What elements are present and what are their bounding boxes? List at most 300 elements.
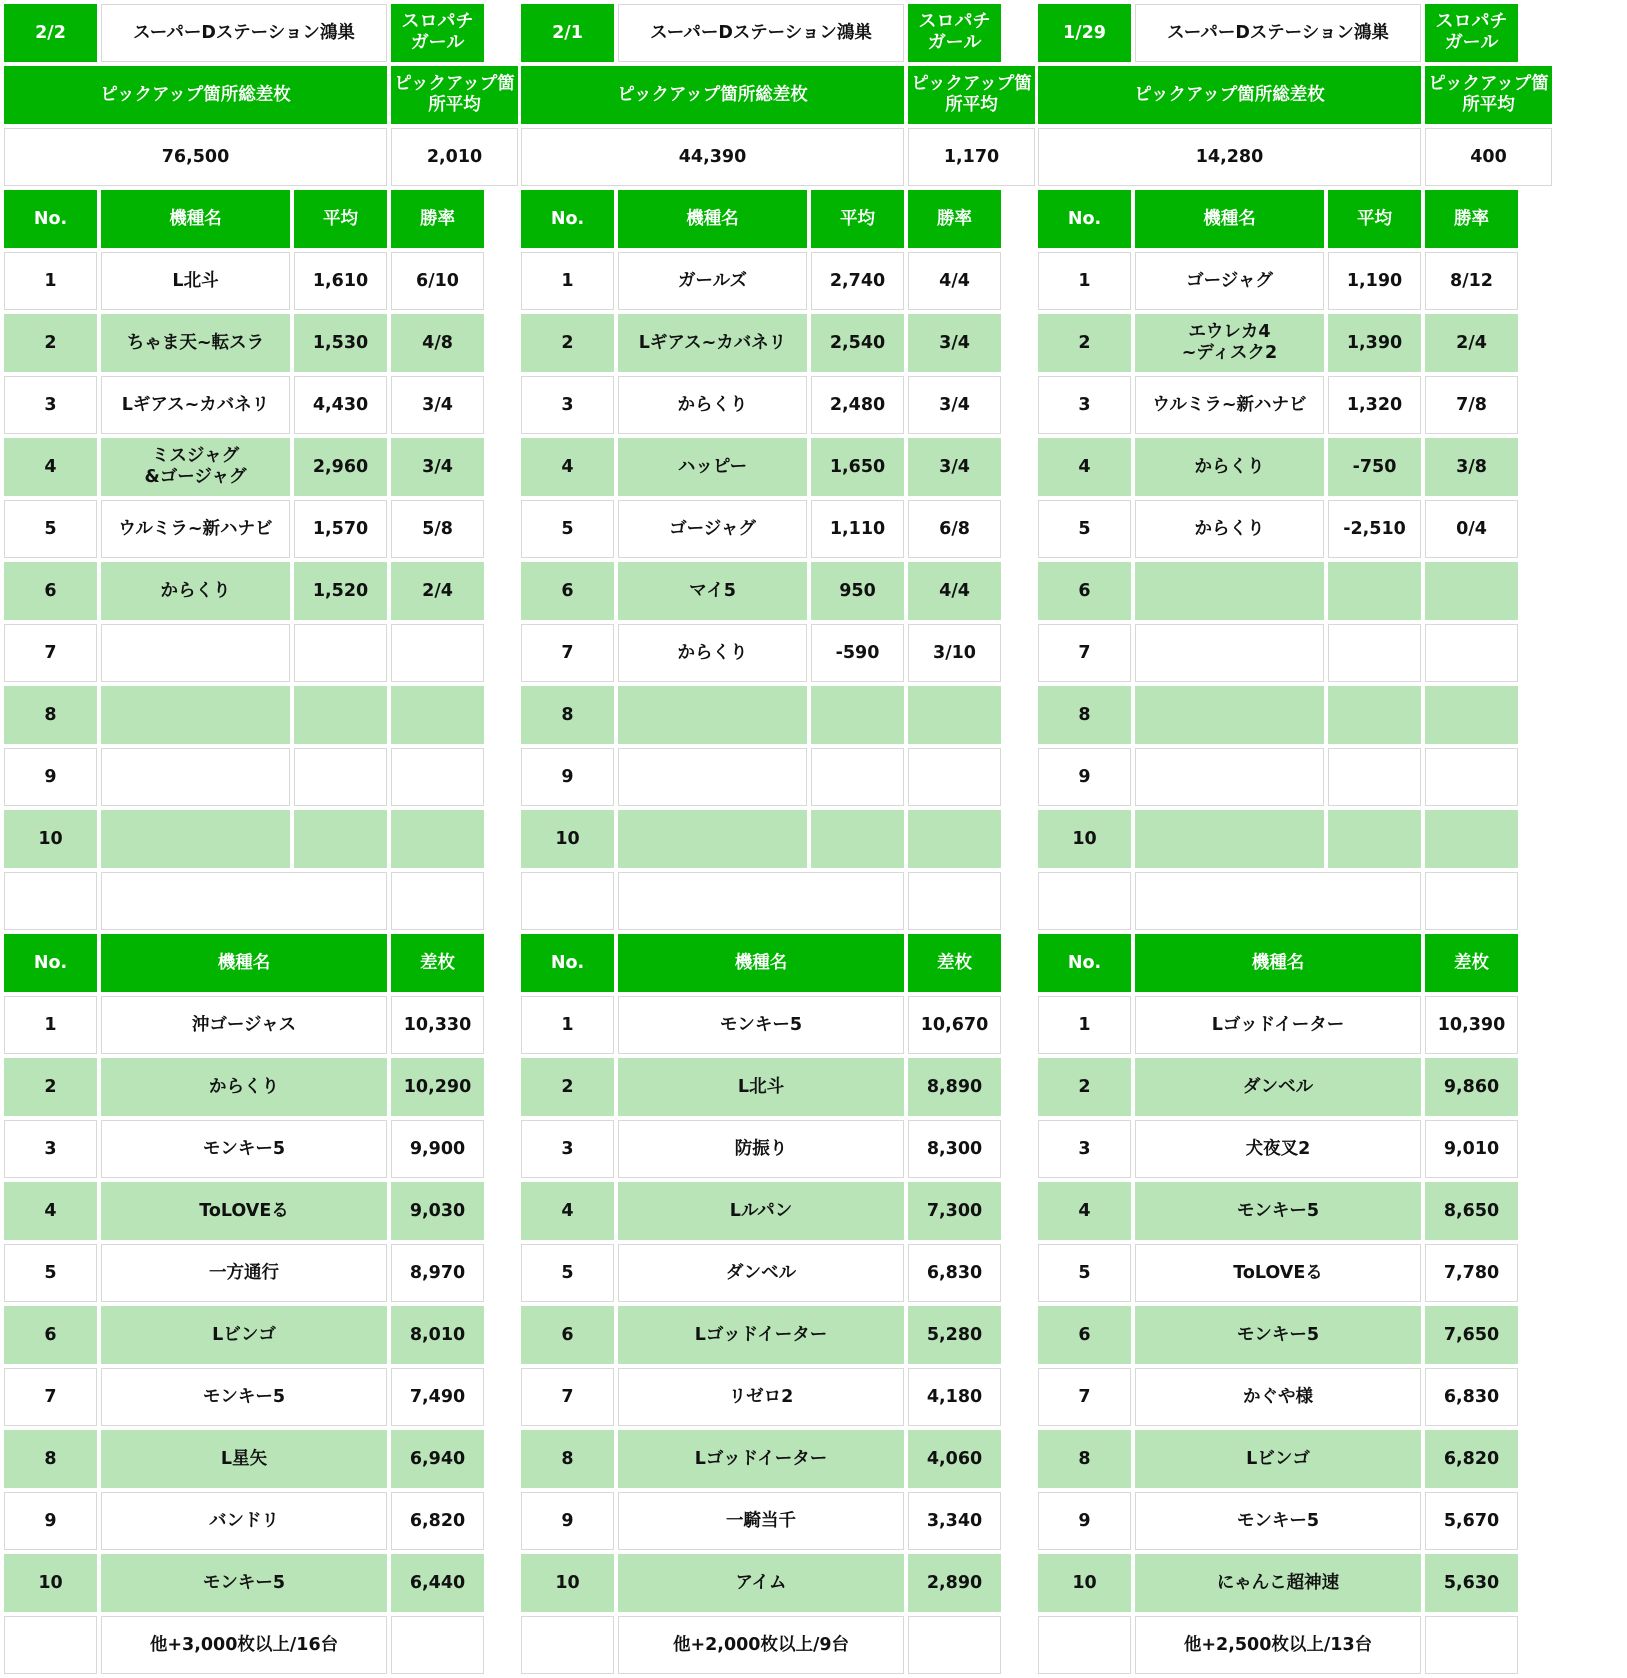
summary-total-value: 76,500 bbox=[4, 128, 387, 186]
table-row bbox=[4, 624, 518, 682]
machine-name: モンキー5 bbox=[101, 1554, 387, 1612]
row-number: 7 bbox=[4, 1368, 97, 1426]
win-rate: 2/4 bbox=[1425, 314, 1518, 372]
spacer-row bbox=[4, 872, 518, 930]
win-rate: 3/4 bbox=[908, 314, 1001, 372]
win-rate: 3/4 bbox=[391, 376, 484, 434]
summary-average-value: 400 bbox=[1425, 128, 1552, 186]
row-number: 5 bbox=[4, 1244, 97, 1302]
diff-value: 9,010 bbox=[1425, 1120, 1518, 1178]
table-row bbox=[4, 996, 518, 1054]
row-number: 2 bbox=[1038, 314, 1131, 372]
machine-name: ToLOVEる bbox=[1135, 1244, 1421, 1302]
table-row bbox=[521, 810, 1035, 868]
row-number: 8 bbox=[4, 1430, 97, 1488]
row-number: 9 bbox=[521, 748, 614, 806]
average-value: 2,480 bbox=[811, 376, 904, 434]
machine-header: 機種名 bbox=[101, 934, 387, 992]
table-row bbox=[1038, 1120, 1552, 1178]
brand-label: スロパチ ガール bbox=[391, 4, 484, 62]
summary-label-row bbox=[521, 66, 1035, 124]
machine-name: からくり bbox=[101, 1058, 387, 1116]
row-number: 6 bbox=[521, 1306, 614, 1364]
table-row bbox=[1038, 438, 1552, 496]
machine-name bbox=[101, 748, 290, 806]
date-label: 1/29 bbox=[1038, 4, 1131, 62]
row-number: 7 bbox=[4, 624, 97, 682]
summary-value-row bbox=[521, 128, 1035, 186]
table-row bbox=[1038, 1554, 1552, 1612]
average-header: 平均 bbox=[294, 190, 387, 248]
table-row bbox=[4, 1120, 518, 1178]
table-row bbox=[1038, 252, 1552, 310]
diff-value: 5,670 bbox=[1425, 1492, 1518, 1550]
row-number: 6 bbox=[521, 562, 614, 620]
table-row bbox=[521, 624, 1035, 682]
machine-name: リゼロ2 bbox=[618, 1368, 904, 1426]
win-rate: 4/4 bbox=[908, 562, 1001, 620]
machine-name: ToLOVEる bbox=[101, 1182, 387, 1240]
footer-spacer bbox=[4, 1616, 97, 1674]
win-rate bbox=[1425, 686, 1518, 744]
average-value: 1,570 bbox=[294, 500, 387, 558]
table-row bbox=[1038, 1058, 1552, 1116]
footer-row bbox=[1038, 1616, 1552, 1674]
summary-label-row bbox=[1038, 66, 1552, 124]
average-value: 1,320 bbox=[1328, 376, 1421, 434]
diff-value: 7,780 bbox=[1425, 1244, 1518, 1302]
table-row bbox=[1038, 1492, 1552, 1550]
machine-name bbox=[1135, 810, 1324, 868]
machine-name: マイ5 bbox=[618, 562, 807, 620]
table-row bbox=[4, 1554, 518, 1612]
machine-header: 機種名 bbox=[1135, 190, 1324, 248]
machine-name: モンキー5 bbox=[101, 1368, 387, 1426]
win-rate: 8/12 bbox=[1425, 252, 1518, 310]
average-header: 平均 bbox=[1328, 190, 1421, 248]
machine-name bbox=[1135, 562, 1324, 620]
panel-separator bbox=[489, 0, 523, 1671]
row-number: 9 bbox=[1038, 748, 1131, 806]
diff-value: 7,300 bbox=[908, 1182, 1001, 1240]
table-row bbox=[4, 438, 518, 496]
average-value: 2,740 bbox=[811, 252, 904, 310]
footer-row bbox=[521, 1616, 1035, 1674]
bottom-header-row bbox=[1038, 934, 1552, 992]
average-value bbox=[811, 748, 904, 806]
machine-name: ハッピー bbox=[618, 438, 807, 496]
machine-name: L北斗 bbox=[101, 252, 290, 310]
win-rate bbox=[908, 748, 1001, 806]
machine-name: 犬夜叉2 bbox=[1135, 1120, 1421, 1178]
win-rate: 3/4 bbox=[908, 376, 1001, 434]
average-value: 4,430 bbox=[294, 376, 387, 434]
row-number: 4 bbox=[1038, 1182, 1131, 1240]
summary-label-row bbox=[4, 66, 518, 124]
footer-spacer bbox=[1038, 1616, 1131, 1674]
win-rate: 7/8 bbox=[1425, 376, 1518, 434]
machine-name: からくり bbox=[618, 376, 807, 434]
diff-value: 9,900 bbox=[391, 1120, 484, 1178]
date-label: 2/2 bbox=[4, 4, 97, 62]
machine-name bbox=[618, 686, 807, 744]
win-rate: 0/4 bbox=[1425, 500, 1518, 558]
machine-name: ガールズ bbox=[618, 252, 807, 310]
title-row bbox=[4, 4, 518, 62]
spacer-cell bbox=[1135, 872, 1421, 930]
row-number: 4 bbox=[1038, 438, 1131, 496]
brand-label: スロパチ ガール bbox=[908, 4, 1001, 62]
table-row bbox=[4, 1182, 518, 1240]
table-row bbox=[521, 1244, 1035, 1302]
average-header: 平均 bbox=[811, 190, 904, 248]
table-row bbox=[521, 314, 1035, 372]
panel-separator bbox=[1006, 0, 1040, 1671]
machine-name: L星矢 bbox=[101, 1430, 387, 1488]
table-row bbox=[4, 562, 518, 620]
table-row bbox=[521, 562, 1035, 620]
table-row bbox=[1038, 1430, 1552, 1488]
spacer-cell bbox=[1038, 872, 1131, 930]
table-row bbox=[4, 748, 518, 806]
table-row bbox=[1038, 810, 1552, 868]
spacer-cell bbox=[1425, 872, 1518, 930]
panel-table bbox=[1034, 0, 1556, 1678]
row-number: 2 bbox=[1038, 1058, 1131, 1116]
row-number: 2 bbox=[521, 314, 614, 372]
spacer-cell bbox=[101, 872, 387, 930]
machine-name: ちゃま天~転スラ bbox=[101, 314, 290, 372]
average-value: 2,540 bbox=[811, 314, 904, 372]
date-label: 2/1 bbox=[521, 4, 614, 62]
machine-name: 一騎当千 bbox=[618, 1492, 904, 1550]
win-rate: 4/4 bbox=[908, 252, 1001, 310]
win-rate bbox=[391, 810, 484, 868]
diff-header: 差枚 bbox=[391, 934, 484, 992]
average-value: -2,510 bbox=[1328, 500, 1421, 558]
machine-name: モンキー5 bbox=[101, 1120, 387, 1178]
diff-value: 8,300 bbox=[908, 1120, 1001, 1178]
row-number: 6 bbox=[4, 562, 97, 620]
diff-value: 6,440 bbox=[391, 1554, 484, 1612]
row-number: 10 bbox=[4, 810, 97, 868]
no-header: No. bbox=[1038, 934, 1131, 992]
summary-total-label: ピックアップ箇所総差枚 bbox=[4, 66, 387, 124]
panel-1 bbox=[4, 4, 522, 1678]
row-number: 3 bbox=[1038, 376, 1131, 434]
table-row bbox=[1038, 1244, 1552, 1302]
footer-spacer bbox=[521, 1616, 614, 1674]
machine-name: Lギアス~カバネリ bbox=[618, 314, 807, 372]
row-number: 5 bbox=[521, 1244, 614, 1302]
row-number: 3 bbox=[521, 376, 614, 434]
table-row bbox=[4, 1306, 518, 1364]
row-number: 3 bbox=[4, 376, 97, 434]
footer-spacer bbox=[908, 1616, 1001, 1674]
row-number: 10 bbox=[521, 810, 614, 868]
row-number: 4 bbox=[521, 1182, 614, 1240]
top-header-row bbox=[4, 190, 518, 248]
table-row bbox=[1038, 1182, 1552, 1240]
diff-value: 8,890 bbox=[908, 1058, 1001, 1116]
diff-value: 10,390 bbox=[1425, 996, 1518, 1054]
diff-value: 7,490 bbox=[391, 1368, 484, 1426]
row-number: 10 bbox=[4, 1554, 97, 1612]
win-rate bbox=[1425, 748, 1518, 806]
row-number: 9 bbox=[4, 1492, 97, 1550]
win-rate: 6/8 bbox=[908, 500, 1001, 558]
machine-name bbox=[101, 810, 290, 868]
no-header: No. bbox=[1038, 190, 1131, 248]
table-row bbox=[1038, 996, 1552, 1054]
average-value: 1,390 bbox=[1328, 314, 1421, 372]
diff-value: 8,970 bbox=[391, 1244, 484, 1302]
diff-value: 4,180 bbox=[908, 1368, 1001, 1426]
machine-name: バンドリ bbox=[101, 1492, 387, 1550]
row-number: 4 bbox=[521, 438, 614, 496]
win-rate: 5/8 bbox=[391, 500, 484, 558]
summary-average-label: ピックアップ箇所平均 bbox=[391, 66, 518, 124]
average-value bbox=[294, 624, 387, 682]
table-row bbox=[1038, 624, 1552, 682]
win-rate bbox=[1425, 810, 1518, 868]
no-header: No. bbox=[521, 934, 614, 992]
table-row bbox=[1038, 1306, 1552, 1364]
top-header-row bbox=[521, 190, 1035, 248]
diff-value: 3,340 bbox=[908, 1492, 1001, 1550]
row-number: 1 bbox=[521, 996, 614, 1054]
footer-row bbox=[4, 1616, 518, 1674]
row-number: 3 bbox=[521, 1120, 614, 1178]
machine-name: 沖ゴージャス bbox=[101, 996, 387, 1054]
row-number: 2 bbox=[521, 1058, 614, 1116]
brand-label: スロパチ ガール bbox=[1425, 4, 1518, 62]
win-rate-header: 勝率 bbox=[908, 190, 1001, 248]
spacer-cell bbox=[618, 872, 904, 930]
summary-average-label: ピックアップ箇所平均 bbox=[908, 66, 1035, 124]
diff-value: 6,820 bbox=[391, 1492, 484, 1550]
machine-name: にゃんこ超神速 bbox=[1135, 1554, 1421, 1612]
row-number: 7 bbox=[521, 624, 614, 682]
machine-name: Lルパン bbox=[618, 1182, 904, 1240]
row-number: 3 bbox=[1038, 1120, 1131, 1178]
no-header: No. bbox=[521, 190, 614, 248]
summary-total-label: ピックアップ箇所総差枚 bbox=[521, 66, 904, 124]
win-rate bbox=[391, 748, 484, 806]
win-rate: 3/4 bbox=[391, 438, 484, 496]
table-row bbox=[521, 1058, 1035, 1116]
table-row bbox=[4, 1368, 518, 1426]
table-row bbox=[521, 1120, 1035, 1178]
row-number: 10 bbox=[521, 1554, 614, 1612]
machine-name: かぐや様 bbox=[1135, 1368, 1421, 1426]
store-name: スーパーDステーション鴻巣 bbox=[618, 4, 904, 62]
machine-name: ゴージャグ bbox=[1135, 252, 1324, 310]
win-rate bbox=[1425, 562, 1518, 620]
average-value: 1,520 bbox=[294, 562, 387, 620]
table-row bbox=[521, 748, 1035, 806]
store-name: スーパーDステーション鴻巣 bbox=[1135, 4, 1421, 62]
table-row bbox=[521, 438, 1035, 496]
diff-value: 2,890 bbox=[908, 1554, 1001, 1612]
row-number: 6 bbox=[4, 1306, 97, 1364]
footer-spacer bbox=[391, 1616, 484, 1674]
row-number: 10 bbox=[1038, 810, 1131, 868]
win-rate bbox=[908, 686, 1001, 744]
panel-2 bbox=[521, 4, 1039, 1678]
machine-name: ウルミラ~新ハナビ bbox=[1135, 376, 1324, 434]
average-value: 1,190 bbox=[1328, 252, 1421, 310]
machine-name: モンキー5 bbox=[1135, 1306, 1421, 1364]
table-row bbox=[521, 1368, 1035, 1426]
store-name: スーパーDステーション鴻巣 bbox=[101, 4, 387, 62]
table-row bbox=[4, 810, 518, 868]
row-number: 1 bbox=[1038, 252, 1131, 310]
average-value bbox=[1328, 748, 1421, 806]
row-number: 5 bbox=[4, 500, 97, 558]
spacer-row bbox=[1038, 872, 1552, 930]
diff-value: 7,650 bbox=[1425, 1306, 1518, 1364]
diff-value: 9,030 bbox=[391, 1182, 484, 1240]
average-value: 950 bbox=[811, 562, 904, 620]
summary-average-value: 1,170 bbox=[908, 128, 1035, 186]
average-value bbox=[1328, 562, 1421, 620]
row-number: 6 bbox=[1038, 1306, 1131, 1364]
diff-value: 9,860 bbox=[1425, 1058, 1518, 1116]
machine-header: 機種名 bbox=[101, 190, 290, 248]
row-number: 9 bbox=[1038, 1492, 1131, 1550]
win-rate bbox=[391, 624, 484, 682]
machine-name: ウルミラ~新ハナビ bbox=[101, 500, 290, 558]
table-row bbox=[521, 686, 1035, 744]
table-row bbox=[521, 500, 1035, 558]
average-value bbox=[1328, 810, 1421, 868]
machine-name: ゴージャグ bbox=[618, 500, 807, 558]
summary-value-row bbox=[4, 128, 518, 186]
table-row bbox=[4, 1244, 518, 1302]
diff-header: 差枚 bbox=[908, 934, 1001, 992]
row-number: 8 bbox=[521, 686, 614, 744]
spacer-row bbox=[521, 872, 1035, 930]
diff-value: 5,630 bbox=[1425, 1554, 1518, 1612]
table-row bbox=[4, 686, 518, 744]
machine-name: L北斗 bbox=[618, 1058, 904, 1116]
machine-name: Lビンゴ bbox=[101, 1306, 387, 1364]
row-number: 9 bbox=[521, 1492, 614, 1550]
machine-name bbox=[101, 686, 290, 744]
spacer-cell bbox=[908, 872, 1001, 930]
spacer-cell bbox=[4, 872, 97, 930]
machine-name bbox=[618, 748, 807, 806]
win-rate-header: 勝率 bbox=[1425, 190, 1518, 248]
win-rate: 3/4 bbox=[908, 438, 1001, 496]
win-rate: 2/4 bbox=[391, 562, 484, 620]
win-rate bbox=[908, 810, 1001, 868]
machine-name bbox=[101, 624, 290, 682]
machine-name: ダンベル bbox=[1135, 1058, 1421, 1116]
table-row bbox=[521, 996, 1035, 1054]
machine-name: モンキー5 bbox=[618, 996, 904, 1054]
machine-name: モンキー5 bbox=[1135, 1492, 1421, 1550]
row-number: 1 bbox=[521, 252, 614, 310]
machine-header: 機種名 bbox=[618, 934, 904, 992]
average-value: -590 bbox=[811, 624, 904, 682]
bottom-header-row bbox=[4, 934, 518, 992]
bottom-header-row bbox=[521, 934, 1035, 992]
table-row bbox=[521, 1554, 1035, 1612]
diff-value: 6,940 bbox=[391, 1430, 484, 1488]
row-number: 2 bbox=[4, 1058, 97, 1116]
row-number: 4 bbox=[4, 438, 97, 496]
row-number: 1 bbox=[4, 252, 97, 310]
table-row bbox=[521, 1492, 1035, 1550]
row-number: 1 bbox=[1038, 996, 1131, 1054]
machine-name: からくり bbox=[101, 562, 290, 620]
table-row bbox=[1038, 314, 1552, 372]
table-row bbox=[4, 314, 518, 372]
title-row bbox=[1038, 4, 1552, 62]
diff-value: 6,830 bbox=[908, 1244, 1001, 1302]
summary-total-value: 14,280 bbox=[1038, 128, 1421, 186]
machine-name bbox=[618, 810, 807, 868]
machine-name: からくり bbox=[1135, 438, 1324, 496]
row-number: 8 bbox=[1038, 1430, 1131, 1488]
machine-name: ダンベル bbox=[618, 1244, 904, 1302]
average-value bbox=[811, 810, 904, 868]
summary-total-value: 44,390 bbox=[521, 128, 904, 186]
title-row bbox=[521, 4, 1035, 62]
footer-spacer bbox=[1425, 1616, 1518, 1674]
average-value: 1,530 bbox=[294, 314, 387, 372]
win-rate bbox=[391, 686, 484, 744]
table-row bbox=[521, 1430, 1035, 1488]
row-number: 7 bbox=[1038, 624, 1131, 682]
average-value: 1,110 bbox=[811, 500, 904, 558]
machine-name: Lゴッドイーター bbox=[618, 1306, 904, 1364]
average-value: 1,650 bbox=[811, 438, 904, 496]
machine-name: ミスジャグ &ゴージャグ bbox=[101, 438, 290, 496]
table-row bbox=[521, 1182, 1035, 1240]
average-value: -750 bbox=[1328, 438, 1421, 496]
row-number: 5 bbox=[1038, 1244, 1131, 1302]
panel-table bbox=[517, 0, 1039, 1678]
row-number: 10 bbox=[1038, 1554, 1131, 1612]
machine-name: からくり bbox=[618, 624, 807, 682]
spacer-cell bbox=[521, 872, 614, 930]
win-rate: 4/8 bbox=[391, 314, 484, 372]
average-value: 1,610 bbox=[294, 252, 387, 310]
diff-header: 差枚 bbox=[1425, 934, 1518, 992]
table-row bbox=[1038, 562, 1552, 620]
summary-average-value: 2,010 bbox=[391, 128, 518, 186]
row-number: 7 bbox=[521, 1368, 614, 1426]
machine-name: エウレカ4 ~ディスク2 bbox=[1135, 314, 1324, 372]
footer-note: 他+3,000枚以上/16台 bbox=[101, 1616, 387, 1674]
table-row bbox=[1038, 748, 1552, 806]
diff-value: 10,330 bbox=[391, 996, 484, 1054]
machine-name: Lビンゴ bbox=[1135, 1430, 1421, 1488]
table-row bbox=[4, 1492, 518, 1550]
no-header: No. bbox=[4, 190, 97, 248]
no-header: No. bbox=[4, 934, 97, 992]
machine-name: 一方通行 bbox=[101, 1244, 387, 1302]
table-row bbox=[4, 500, 518, 558]
row-number: 4 bbox=[4, 1182, 97, 1240]
table-row bbox=[1038, 500, 1552, 558]
table-row bbox=[521, 252, 1035, 310]
table-row bbox=[1038, 376, 1552, 434]
average-value bbox=[294, 686, 387, 744]
